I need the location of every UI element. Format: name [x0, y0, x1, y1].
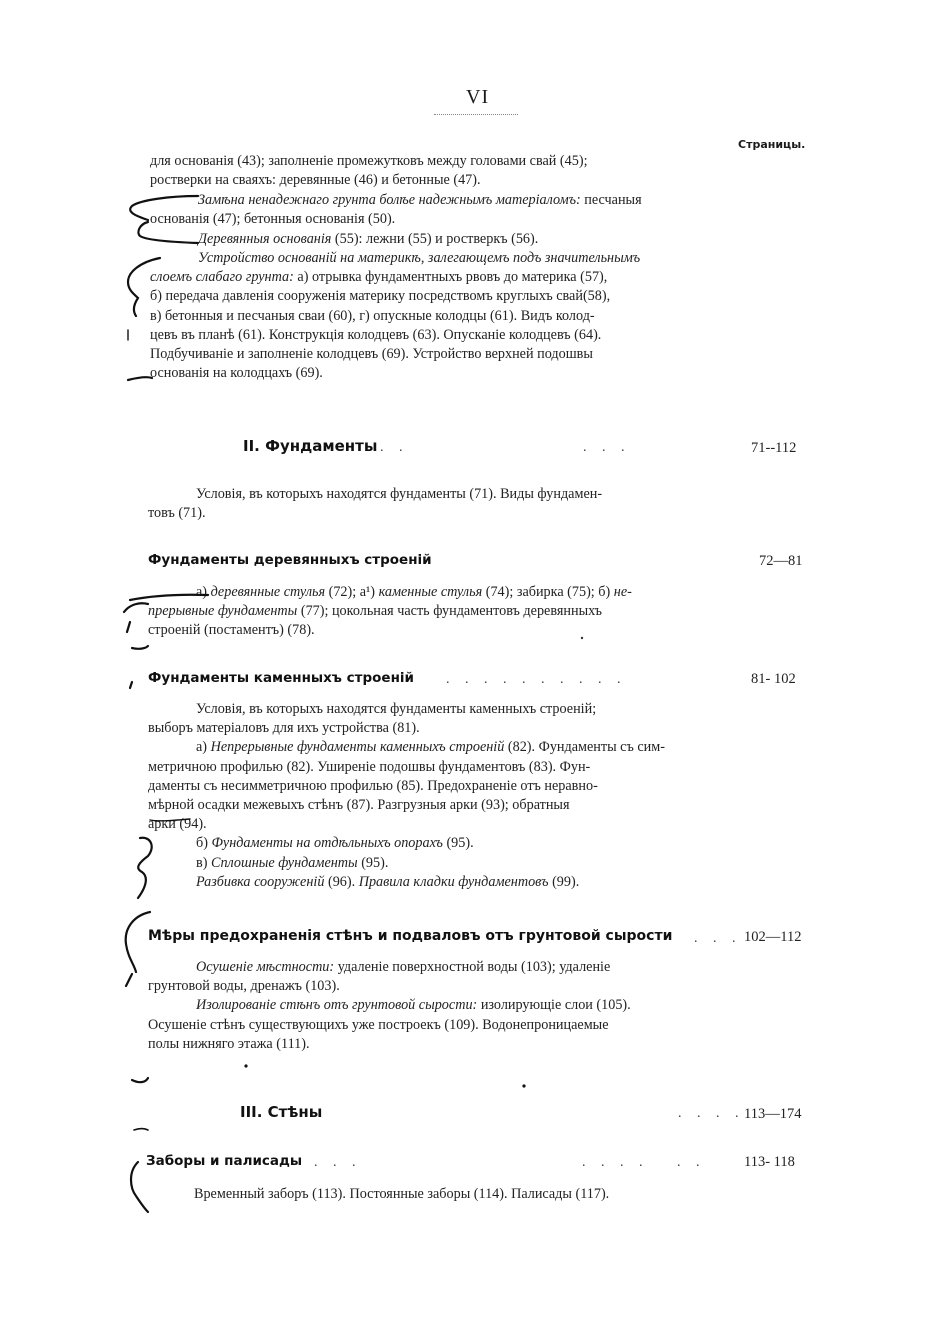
wooden-bases-text: (55): лежни (55) и ростверкъ (56).	[334, 231, 539, 247]
item-title: Непрерывные фундаменты каменныхъ строеній	[210, 739, 505, 756]
item-title: Изолированіе стѣнъ отъ грунтовой сырости:	[196, 997, 478, 1014]
section-title: Мѣры предохраненія стѣнъ и подваловъ отъ грунтовой сырости	[148, 928, 673, 944]
text-line: полы нижняго этажа (111).	[148, 1035, 310, 1052]
item-text: (95).	[361, 854, 389, 871]
mainland-title-2: слоемъ слабаго грунта:	[150, 269, 294, 286]
mainland-text: а) отрывка фундаментныхъ рвовъ до материка (57),	[297, 269, 608, 286]
text-line: Временный заборъ (113). Постоянные заборы (114). Палисады (117).	[194, 1186, 610, 1202]
leader-dots: . . .	[694, 931, 742, 946]
text-line: метричною профилью (82). Уширеніе подошвы фундаментовъ (83). Фун-	[148, 758, 591, 775]
item-text: (99).	[552, 873, 580, 890]
text-line: основанія на колодцахъ (69).	[150, 365, 323, 382]
item-title: Правила кладки фундаментовъ	[358, 873, 549, 890]
item-label: б)	[196, 835, 208, 852]
section-pages: 81- 102	[751, 671, 796, 687]
item-text: (82). Фундаменты съ сим-	[507, 739, 665, 756]
chapter-title: III. Стѣны	[240, 1103, 323, 1121]
leader-dots: . . . . . . . . . .	[446, 672, 627, 687]
section-pages: 113- 118	[744, 1154, 795, 1170]
item-title: Разбивка сооруженій	[196, 873, 325, 890]
section-pages: 72—81	[759, 553, 803, 569]
text-line: строеній (постаментъ) (78).	[148, 622, 315, 639]
section-title: Заборы и палисады	[146, 1153, 303, 1169]
replacement-title: Замѣна ненадежнаго грунта болѣе надежнымъ матеріаломъ:	[198, 192, 581, 208]
text-line: Подбучиваніе и заполненіе колодцевъ (69). Устройство верхней подошвы	[150, 346, 593, 363]
item-label: а)	[196, 739, 208, 756]
chapter-pages: 113—174	[744, 1106, 802, 1122]
text-line: товъ (71).	[148, 505, 206, 522]
leader-dots: . . .	[583, 440, 631, 455]
item-title: каменные стулья	[378, 584, 483, 600]
text-line: Условія, въ которыхъ находятся фундаменты (71). Виды фундамен-	[196, 486, 603, 502]
item-label: в)	[196, 854, 208, 871]
replacement-text: песчаныя	[584, 192, 642, 208]
item-title: Осушеніе мѣстности:	[196, 959, 335, 975]
page-number: VI	[466, 86, 490, 108]
leader-dots: . . . .	[678, 1106, 745, 1121]
item-text: (95).	[446, 835, 474, 852]
text-line: основанія (47); бетонныя основанія (50).	[150, 211, 396, 228]
text-line: б) передача давленія сооруженія материку посредствомъ круглыхъ свай(58),	[150, 288, 611, 305]
chapter-pages: 71--112	[751, 440, 797, 456]
leader-dots: . . .	[314, 1155, 362, 1170]
leader-dots: . .	[677, 1155, 706, 1170]
text-line: цевъ въ планѣ (61). Конструкція колодцевъ (63). Опусканіе колодцевъ (64).	[150, 326, 602, 343]
item-label: а)	[196, 584, 208, 600]
item-title: Сплошные фундаменты	[210, 854, 358, 871]
item-title: деревянные стулья	[210, 584, 326, 600]
item-text: (96).	[327, 873, 356, 890]
wooden-bases-title: Деревянныя основанія	[198, 231, 332, 247]
text-line: ростверки на сваяхъ: деревянные (46) и бетонные (47).	[150, 172, 481, 189]
item-title: прерывные фундаменты	[148, 603, 298, 620]
text-line: в) бетонныя и песчаныя сваи (60), г) опускные колодцы (61). Видъ колод-	[150, 307, 595, 324]
text-line: арки (94).	[148, 816, 207, 833]
text-line: даменты съ несимметричною профилью (85). Предохраненіе отъ неравно-	[148, 777, 598, 794]
text-line: Осушеніе стѣнъ существующихъ уже построекъ (109). Водонепроницаемые	[148, 1016, 609, 1033]
leader-dots: . .	[380, 440, 409, 455]
text-line: грунтовой воды, дренажъ (103).	[148, 978, 340, 995]
item-title: не-	[613, 584, 632, 600]
text-line: для основанія (43); заполненіе промежутковъ между головами свай (45);	[150, 153, 588, 169]
section-pages: 102—112	[744, 929, 802, 945]
section-title: Фундаменты каменныхъ строеній	[148, 670, 414, 686]
item-text: (77); цокольная часть фундаментовъ деревянныхъ	[300, 603, 602, 620]
chapter-title: II. Фундаменты	[243, 437, 378, 455]
text-line: выборъ матеріаловъ для ихъ устройства (81).	[148, 720, 420, 737]
item-text: удаленіе поверхностной воды (103); удаленіе	[337, 959, 611, 975]
text-line: Условія, въ которыхъ находятся фундаменты каменныхъ строеній;	[196, 701, 597, 717]
text-line: мѣрной осадки межевыхъ стѣнъ (87). Разгрузныя арки (93); обратныя	[148, 797, 570, 814]
column-header: Страницы.	[738, 138, 806, 151]
leader-dots: . . . .	[582, 1155, 649, 1170]
item-title: Фундаменты на отдѣльныхъ опорахъ	[211, 835, 443, 852]
section-title: Фундаменты деревянныхъ строеній	[148, 552, 432, 568]
item-text: (74); забирка (75); б)	[485, 584, 611, 600]
item-text: изолирующіе слои (105).	[480, 997, 631, 1014]
mainland-title-1: Устройство основаній на материкѣ, залегающемъ подъ значительнымъ	[198, 250, 641, 266]
item-text: (72); а¹)	[328, 584, 376, 600]
